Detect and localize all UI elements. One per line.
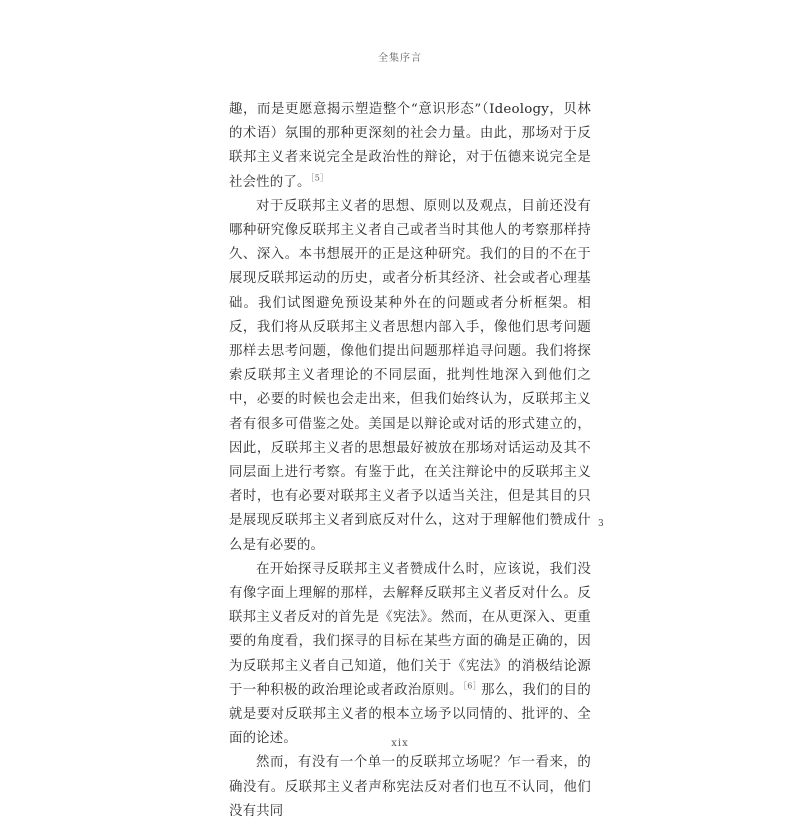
paragraph [229,558,591,752]
paragraph-continuation [229,98,591,195]
paragraph-text: 在开始探寻反联邦主义者赞成什么时，应该说，我们没有像字面上理解的那样，去解释反联邦主义者反对什么。反联邦主义者反对的首先是《宪法》。然而，在从更深入、更重要的角度看，我们探寻的目标在某些方面的确是正确的，因为反联邦主义者自己知道，他们关于《宪法》的消极结论源于一种积极的政治理论或者政治原则。 [229,561,591,698]
paragraph-text: 对于反联邦主义者的思想、原则以及观点，目前还没有哪种研究像反联邦主义者自己或者当时其他人的考察那样持久、深入。本书想展开的正是这种研究。我们的目的不在于展现反联邦运动的历史，或者分析其经济、社会或者心理基础。我们试图避免预设某种外在的问题或者分析框架。相反，我们将从反联邦主义者思想内部入手，像他们思考问题那样去思考问题，像他们提出问题那样追寻问题。我们将探索反联邦主义者理论的不同层面，批判性地深入到他们之中，必要的时候也会走出来，但我们始终认为，反联邦主义者有很多可借鉴之处。美国是以辩论或对话的形式建立的，因此，反联邦主义者的思想最好被放在那场对话运动及其不同层面上进行考察。有鉴于此，在关注辩论中的反联邦主义者时，也有必要对联邦主义者予以适当关注，但是其目的只是展现反联邦主义者到底反对什么，这对于理解他们赞成什么是有必要的。 [229,198,591,553]
margin-page-number: 3 [598,519,604,529]
running-head: 全集序言 [378,53,422,64]
paragraph-text: 然而，有没有一个单一的反联邦立场呢？乍一看来，的确没有。反联邦主义者声称宪法反对者们也互不认同，他们没有共同 [229,755,591,819]
paragraph-text: 趣，而是更愿意揭示塑造整个“意识形态”（Ideology，贝林的术语）氛围的那种更深刻的社会力量。由此，那场对于反联邦主义者来说完全是政治性的辩论，对于伍德来说完全是社会性的了。 [229,102,591,190]
body-text [229,98,591,824]
footnote-marker: ［6］ [462,681,482,691]
paragraph [229,195,591,558]
paragraph-text: 那么，我们的目的就是要对反联邦主义者的根本立场予以同情的、批评的、全面的论述。 [229,682,591,747]
paragraph [229,751,591,824]
page-folio: xix [391,738,409,749]
footnote-marker: ［5］ [310,173,329,183]
